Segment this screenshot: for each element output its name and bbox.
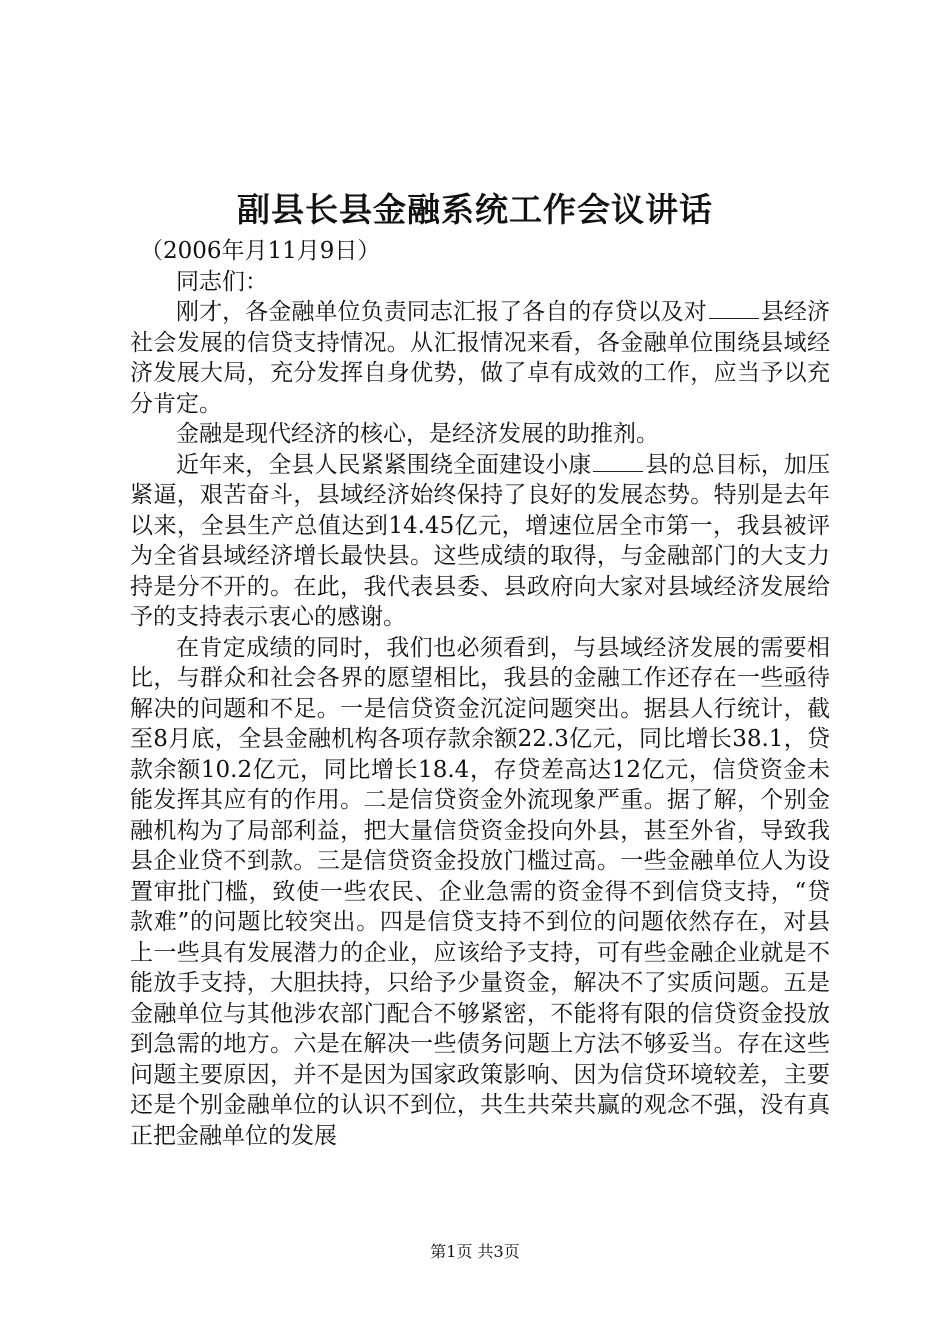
blank-underline	[709, 298, 759, 319]
paragraph-opening-text-b: 县经济社会发展的信贷支持情况。从汇报情况来看，各金融单位围绕县域经济发展大局，充分发挥自身优势，做了卓有成效的工作，应当予以充分肯定。	[130, 299, 831, 417]
page-number: 第1页 共3页	[430, 1242, 520, 1261]
blank-underline	[593, 451, 643, 472]
salutation: 同志们：	[176, 268, 268, 295]
speech-date: （2006年月11月9日）	[140, 238, 381, 264]
paragraph-achievements	[130, 450, 830, 633]
paragraph-achievements-text-a: 近年来，全县人民紧紧围绕全面建设小康	[176, 451, 592, 478]
paragraph-achievements-text-b: 县的总目标，加压紧逼，艰苦奋斗，县域经济始终保持了良好的发展态势。特别是去年以来，全县生产总值达到14.45亿元，增速位居全市第一，我县被评为全省县域经济增长最快县。这些成绩的取得，与金融部门的大支力持是分不开的。在此，我代表县委、县政府向大家对县域经济发展给予的支持表示衷心的感谢。	[130, 451, 831, 630]
document-body	[130, 236, 830, 1151]
paragraph-problems: 在肯定成绩的同时，我们也必须看到，与县域经济发展的需要相比，与群众和社会各界的愿望相比，我县的金融工作还存在一些亟待解决的问题和不足。一是信贷资金沉淀问题突出。据县人行统计，截至8月底，全县金融机构各项存款余额22.3亿元，同比增长38.1，贷款余额10.2亿元，同比增长18.4，存贷差高达12亿元，信贷资金未能发挥其应有的作用。二是信贷资金外流现象严重。据了解，个别金融机构为了局部利益，把大量信贷资金投向外县，甚至外省，导致我县企业贷不到款。三是信贷资金投放门槛过高。一些金融单位人为设置审批门槛，致使一些农民、企业急需的资金得不到信贷支持，“贷款难”的问题比较突出。四是信贷支持不到位的问题依然存在，对县上一些具有发展潜力的企业，应该给予支持，可有些金融企业就是不能放手支持，大胆扶持，只给予少量资金，解决不了实质问题。五是金融单位与其他涉农部门配合不够紧密，不能将有限的信贷资金投放到急需的地方。六是在解决一些债务问题上方法不够妥当。存在这些问题主要原因，并不是因为国家政策影响、因为信贷环境较差，主要还是个别金融单位的认识不到位，共生共荣共赢的观念不强，没有真正把金融单位的发展	[130, 634, 830, 1149]
paragraph-finance-core: 金融是现代经济的核心，是经济发展的助推剂。	[176, 421, 659, 447]
paragraph-opening-text-a: 刚才，各金融单位负责同志汇报了各自的存贷以及对	[176, 299, 707, 325]
document-title: 副县长县金融系统工作会议讲话	[237, 190, 713, 229]
paragraph-opening	[130, 297, 830, 419]
